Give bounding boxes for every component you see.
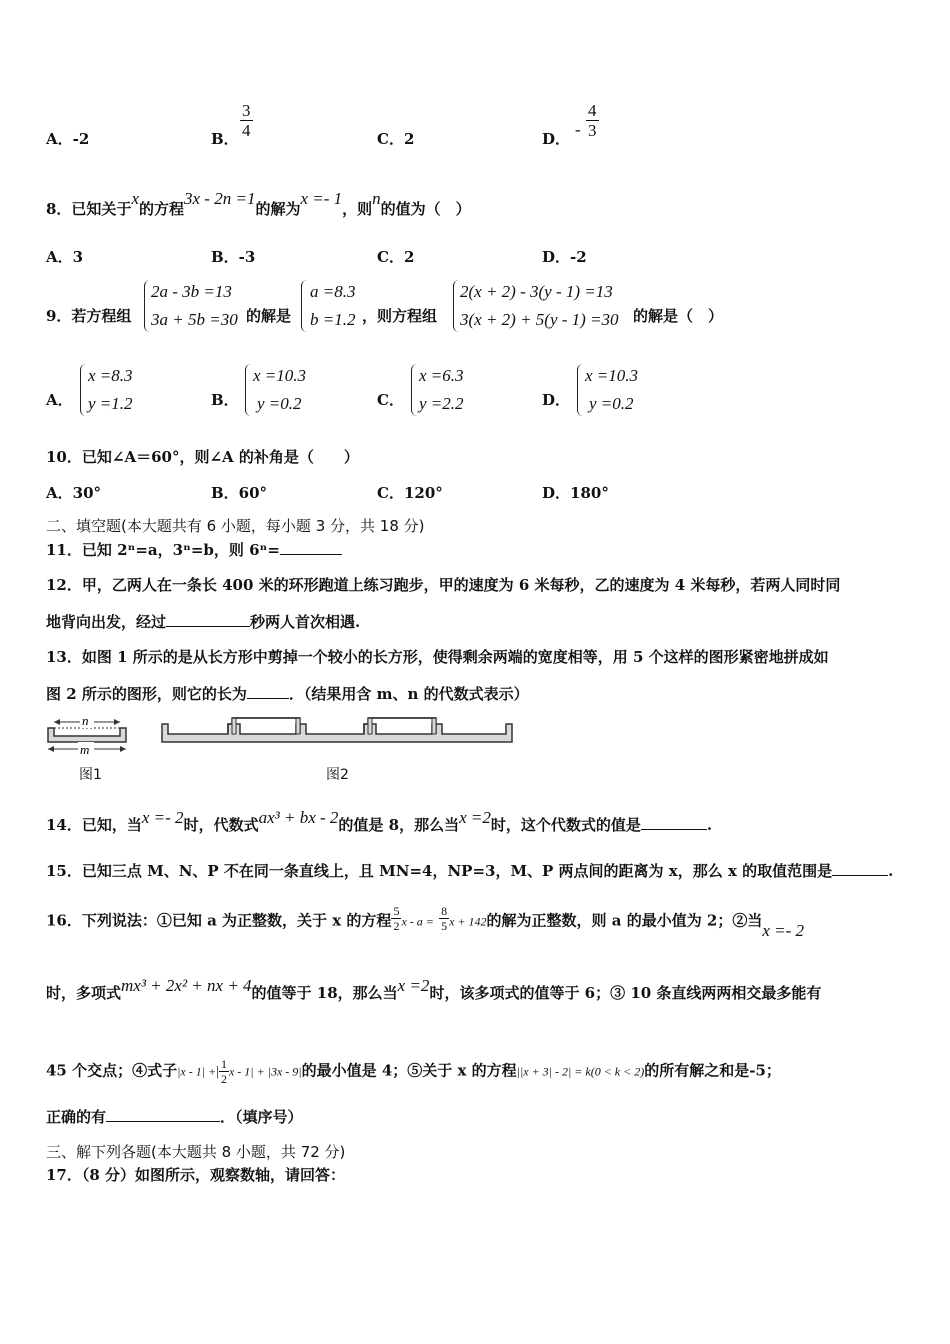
q9-option-d: x =10.3 y =0.2 bbox=[585, 366, 639, 413]
q12-line1: 12．甲，乙两人在一条长 400 米的环形跑道上练习跑步，甲的速度为 6 米每秒，乙的速度为 4 米每秒，若两人同时同 bbox=[46, 576, 841, 594]
figure-2-caption: 图2 bbox=[326, 767, 349, 783]
q9-system3: 2(x + 2) - 3(y - 1) =13 3(x + 2) + 5(y - 1) =30 bbox=[460, 282, 619, 329]
q16-line2: 时，多项式mx³ + 2x² + nx + 4的值等于 18，那么当x =2时，该多项式的值等于 6；③ 10 条直线两两相交最多能有 bbox=[46, 976, 822, 1002]
q9-system1: 2a - 3b =13 3a + 5b =30 bbox=[151, 282, 238, 329]
q7-option-d-fraction: $\frac{4}{3}$ bbox=[588, 101, 597, 140]
q9-option-b-label: B． bbox=[211, 391, 239, 409]
q10-option-b: B．60° bbox=[211, 484, 268, 502]
q12-line2: 地背向出发，经过 秒两人首次相遇. bbox=[46, 613, 361, 631]
q8-option-d: D．-2 bbox=[542, 248, 587, 266]
q17-question: 17．（8 分）如图所示，观察数轴，请回答： bbox=[46, 1166, 346, 1184]
figure-2 bbox=[150, 716, 520, 750]
q9-option-a-brace bbox=[80, 364, 87, 416]
q9-lead: 9．若方程组 bbox=[46, 307, 132, 325]
q7-option-a: A．-2 bbox=[46, 130, 90, 148]
q11-question: 11．已知 2ⁿ=a，3ⁿ=b，则 6ⁿ= bbox=[46, 540, 342, 560]
q15-question: 15．已知三点 M、N、P 不在同一条直线上，且 MN=4，NP=3，M、P 两点间的距离为 x，那么 x 的取值范围是 . bbox=[46, 862, 894, 880]
figure-1-label-m: m bbox=[80, 742, 90, 757]
q8-option-c: C．2 bbox=[377, 248, 415, 266]
figure-1-caption: 图1 bbox=[79, 767, 102, 783]
q8-question: 8．已知关于x的方程3x - 2n =1的解为x =- 1，则n的值为（ ） bbox=[46, 189, 471, 218]
section-3-heading: 三、解下列各题(本大题共 8 小题，共 72 分) bbox=[46, 1143, 346, 1161]
q9-option-c-brace bbox=[411, 364, 418, 416]
q9-text2: 的解是 bbox=[246, 307, 292, 325]
q9-option-c: x =6.3 y =2.2 bbox=[419, 366, 464, 413]
q8-option-b: B．-3 bbox=[211, 248, 256, 266]
q9-text4: 的解是（ ） bbox=[633, 307, 724, 325]
q10-option-a: A．30° bbox=[46, 484, 102, 502]
q10-question: 10．已知∠A＝60°，则∠A 的补角是（ ） bbox=[46, 448, 359, 466]
q9-option-c-label: C． bbox=[377, 391, 404, 409]
figure-1 bbox=[40, 710, 140, 760]
q10-option-c: C．120° bbox=[377, 484, 443, 502]
q13-line2: 图 2 所示的图形，则它的长为 ．（结果用含 m、n 的代数式表示） bbox=[46, 685, 529, 703]
section-2-heading: 二、填空题(本大题共有 6 小题，每小题 3 分，共 18 分) bbox=[46, 517, 425, 535]
q7-option-d-label: D． bbox=[542, 130, 571, 148]
q9-text3: ，则方程组 bbox=[362, 307, 438, 325]
q13-line1: 13．如图 1 所示的是从长方形中剪掉一个较小的长方形，使得剩余两端的宽度相等，用 5 个这样的图形紧密地拼成如 bbox=[46, 648, 829, 666]
q9-option-a-label: A． bbox=[46, 391, 73, 409]
q7-option-b-label: B． bbox=[211, 130, 239, 148]
q16-line4: 正确的有 ．（填序号） bbox=[46, 1108, 303, 1126]
q9-system3-brace bbox=[453, 280, 460, 332]
q16-line1: 16．下列说法：①已知 a 为正整数，关于 x 的方程 $\frac{5}{2}$ x - a = $\frac{8}{5}$ x + 142的解为正整数，则 a 的最小值为 2；②当x =- 2 bbox=[46, 904, 805, 940]
q9-option-b-brace bbox=[245, 364, 252, 416]
q10-option-d: D．180° bbox=[542, 484, 609, 502]
q9-option-d-brace bbox=[577, 364, 584, 416]
q7-option-d-sign: - bbox=[575, 120, 581, 139]
q9-system1-brace bbox=[144, 280, 151, 332]
q8-option-a: A．3 bbox=[46, 248, 84, 266]
q7-option-c: C．2 bbox=[377, 130, 415, 148]
q9-system2: a =8.3 b =1.2 bbox=[310, 282, 356, 329]
q9-system2-brace bbox=[301, 280, 308, 332]
q9-option-a: x =8.3 y =1.2 bbox=[88, 366, 133, 413]
q9-option-b: x =10.3 y =0.2 bbox=[253, 366, 307, 413]
q9-option-d-label: D． bbox=[542, 391, 571, 409]
q7-option-b-fraction: $\frac{3}{4}$ bbox=[242, 101, 251, 140]
q14-question: 14．已知，当x =- 2时，代数式ax³ + bx - 2的值是 8，那么当x =2时，这个代数式的值是 . bbox=[46, 808, 713, 834]
figure-1-label-n: n bbox=[82, 713, 89, 728]
q16-line3: 45 个交点；④式子|x - 1| +| $\frac{1}{2}$ x - 1| + |3x - 9|的最小值是 4；⑤关于 x 的方程||x + 3| - 2| = k(0 < k < 2)的所有解之和是-5； bbox=[46, 1057, 781, 1086]
